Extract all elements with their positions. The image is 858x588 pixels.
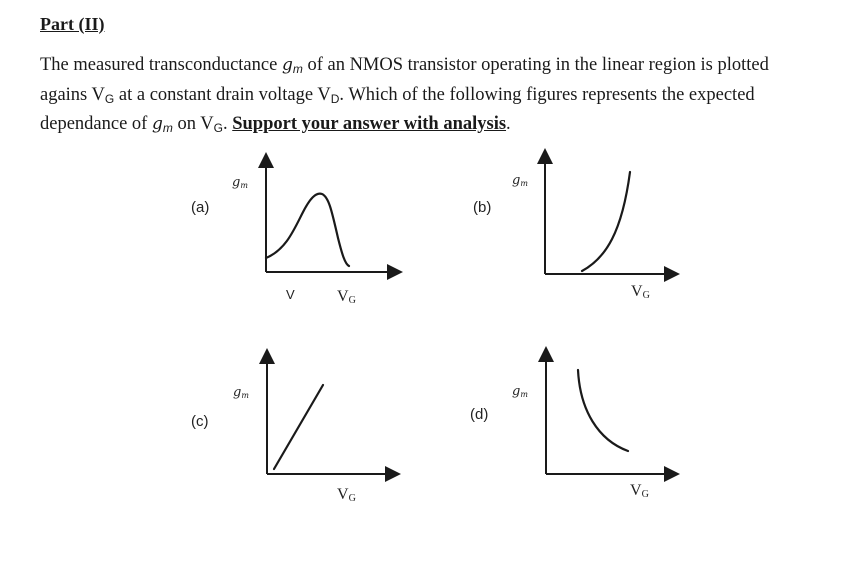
figure-a bbox=[232, 160, 395, 306]
figure-d-x-label: VG bbox=[630, 482, 649, 500]
option-a-label: (a) bbox=[191, 199, 210, 216]
figure-a-y-label: gm bbox=[232, 175, 248, 190]
option-b-label: (b) bbox=[473, 199, 492, 216]
figure-b bbox=[512, 156, 672, 301]
part-heading: Part (II) bbox=[40, 14, 105, 34]
option-d-label: (d) bbox=[470, 406, 489, 423]
figure-d-curve bbox=[578, 370, 628, 451]
figure-a-x-tick: V bbox=[286, 287, 295, 302]
question-text: The measured transconductance $g_m$ of an NMOS transistor operating in the linear region is plotted agains $V_G$ at a constant drain voltage $V_D$. Which of the following figures represents the expected dependance of $g_m$ on $V_G$. Support your answer with analysis. bbox=[40, 55, 769, 135]
figure-d bbox=[512, 354, 672, 500]
figure-d-y-label: gm bbox=[512, 384, 528, 399]
figure-a-x-label: VG bbox=[337, 288, 356, 306]
figure-c bbox=[233, 356, 393, 504]
figure-b-x-label: VG bbox=[631, 283, 650, 301]
figure-c-x-label: VG bbox=[337, 486, 356, 504]
gm-symbol-2: $g_m$ bbox=[151, 114, 173, 135]
figure-b-curve bbox=[582, 172, 630, 271]
option-c-label: (c) bbox=[191, 413, 209, 430]
gm-symbol: $g_m$ bbox=[281, 55, 303, 76]
figure-b-y-label: gm bbox=[512, 173, 528, 188]
figure-a-curve bbox=[266, 194, 349, 266]
figure-c-curve bbox=[274, 385, 323, 469]
support-analysis-emphasis: Support your answer with analysis bbox=[232, 114, 507, 134]
figure-c-y-label: gm bbox=[233, 385, 249, 400]
